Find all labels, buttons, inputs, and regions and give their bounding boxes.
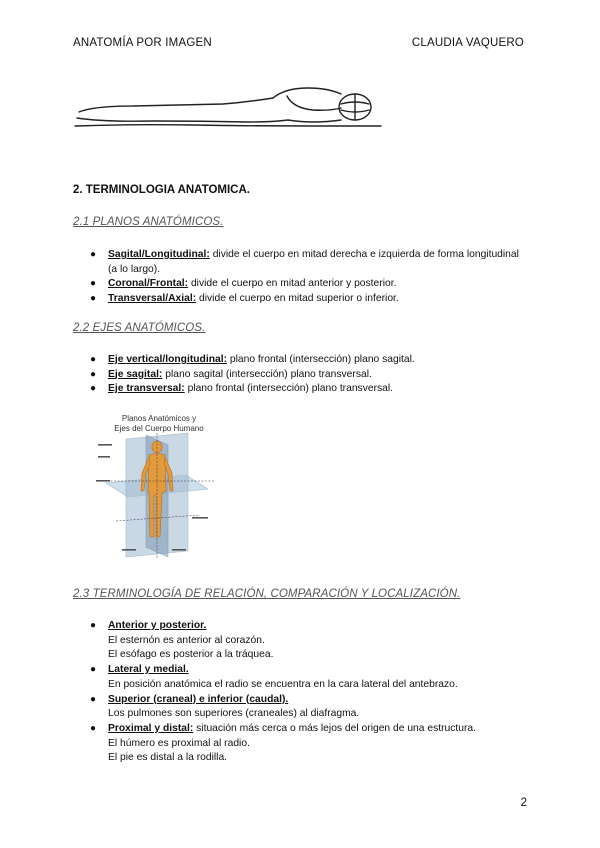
term: Eje transversal: bbox=[108, 383, 185, 394]
ejes-list bbox=[90, 353, 530, 397]
relacion-list bbox=[90, 619, 530, 766]
example-line: El pie es distal a la rodilla. bbox=[108, 752, 228, 764]
list-item bbox=[90, 368, 530, 383]
definition: divide el cuerpo en mitad superior o inferior. bbox=[196, 292, 399, 304]
section-title: 2. TERMINOLOGIA ANATOMICA. bbox=[73, 184, 250, 196]
subsection-title-ejes: 2.2 EJES ANATÓMICOS. bbox=[73, 322, 206, 334]
term: Eje sagital: bbox=[108, 368, 163, 380]
figure-caption-line1: Planos Anatómicos y bbox=[121, 414, 197, 423]
definition: plano sagital (intersección) plano transversal. bbox=[162, 368, 372, 380]
definition: divide el cuerpo en mitad derecha e izquierda de forma longitudinal (a lo largo). bbox=[108, 249, 519, 275]
term: Lateral y medial. bbox=[108, 664, 189, 676]
example-line: El esófago es posterior a la tráquea. bbox=[108, 649, 274, 661]
header-right: CLAUDIA VAQUERO bbox=[411, 37, 524, 49]
term: Proximal y distal: bbox=[108, 722, 194, 734]
subsection-title-planos: 2.1 PLANOS ANATÓMICOS. bbox=[73, 216, 224, 228]
list-item bbox=[90, 619, 530, 663]
bullet-icon: ● bbox=[90, 620, 97, 631]
definition: plano frontal (intersección) plano sagital. bbox=[227, 354, 415, 365]
definition: situación más cerca o más lejos del origen de una estructura. bbox=[193, 722, 477, 734]
bullet-icon: ● bbox=[90, 383, 97, 394]
term: Superior (craneal) e inferior (caudal). bbox=[108, 693, 289, 705]
subsection-title-relacion: 2.3 TERMINOLOGÍA DE RELACIÓN, COMPARACIÓN Y LOCALIZACIÓN. bbox=[73, 588, 461, 600]
example-line: En posición anatómica el radio se encuentra en la cara lateral del antebrazo. bbox=[108, 678, 458, 690]
term: Anterior y posterior. bbox=[108, 620, 207, 631]
bullet-icon: ● bbox=[90, 664, 97, 676]
figure-caption-line2: Ejes del Cuerpo Humano bbox=[114, 424, 204, 433]
term: Coronal/Frontal: bbox=[108, 278, 189, 289]
list-item bbox=[90, 277, 530, 292]
definition: plano frontal (intersección) plano transversal. bbox=[184, 383, 394, 394]
planos-list bbox=[90, 248, 530, 306]
bullet-icon: ● bbox=[90, 278, 97, 289]
bullet-icon: ● bbox=[90, 368, 97, 380]
list-item bbox=[90, 248, 530, 277]
list-item bbox=[90, 382, 530, 397]
bullet-icon: ● bbox=[90, 722, 97, 734]
page-number: 2 bbox=[520, 797, 527, 809]
lying-body-illustration bbox=[73, 80, 383, 140]
list-item bbox=[90, 292, 530, 307]
example-line: El húmero es proximal al radio. bbox=[108, 737, 250, 749]
bullet-icon: ● bbox=[90, 693, 97, 705]
example-line: El esternón es anterior al corazón. bbox=[108, 634, 265, 646]
example-line: Los pulmones son superiores (craneales) al diafragma. bbox=[108, 708, 360, 720]
bullet-icon: ● bbox=[90, 292, 97, 304]
list-item bbox=[90, 353, 530, 368]
definition: divide el cuerpo en mitad anterior y posterior. bbox=[188, 278, 397, 289]
list-item bbox=[90, 693, 530, 722]
term: Transversal/Axial: bbox=[108, 292, 197, 304]
list-item bbox=[90, 663, 530, 692]
list-item bbox=[90, 722, 530, 766]
bullet-icon: ● bbox=[90, 249, 97, 260]
header-left: ANATOMÍA POR IMAGEN bbox=[73, 37, 212, 49]
term: Sagital/Longitudinal: bbox=[108, 249, 210, 260]
anatomical-planes-figure bbox=[96, 411, 222, 561]
bullet-icon: ● bbox=[90, 354, 97, 365]
term: Eje vertical/longitudinal: bbox=[108, 354, 228, 365]
